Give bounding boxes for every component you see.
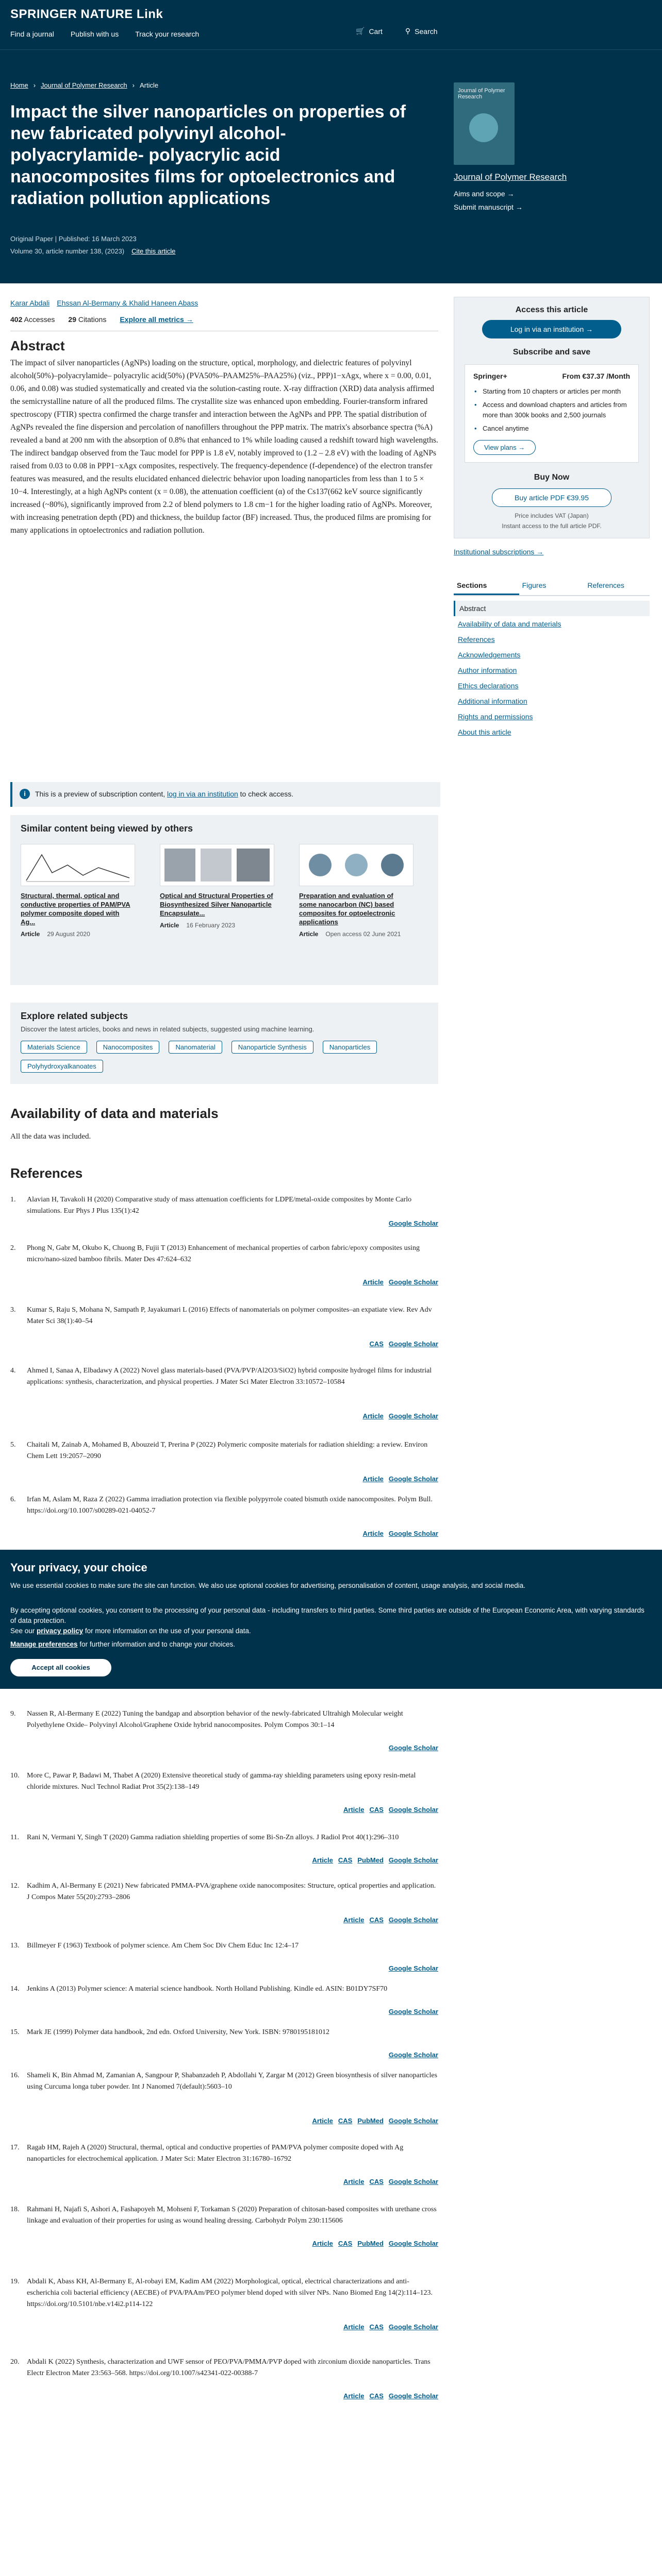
reference-text: Rani N, Vermani Y, Singh T (2020) Gamma radiation shielding properties of some Bi-Sn-Zn alloys. J Radiol Prot 40(1):296–310 (27, 1834, 399, 1841)
similar-card-title[interactable]: Optical and Structural Properties of Biosynthesized Silver Nanoparticle Encapsulate... (160, 892, 273, 917)
author-list (10, 299, 198, 307)
tab-figures[interactable]: Figures (522, 581, 547, 589)
preview-text-main: This is a preview of subscription content, (35, 790, 168, 798)
reference-item (10, 1304, 438, 1348)
toc-item-acknowledgements[interactable]: Acknowledgements (458, 651, 521, 659)
article-volume (10, 247, 175, 255)
reference-item (10, 2204, 438, 2247)
similar-thumbnail (21, 844, 135, 886)
subscription-plan (465, 364, 639, 463)
tab-references[interactable]: References (587, 581, 624, 589)
reference-number: 11. (10, 1834, 19, 1841)
manage-preferences-link[interactable]: Manage preferences (10, 1640, 78, 1648)
reference-links (343, 1804, 438, 1816)
author-link[interactable]: Ehssan Al-Bermany & Khalid Haneen Abass (57, 299, 198, 307)
breadcrumb-home[interactable]: Home (10, 81, 28, 89)
reference-link[interactable]: Google Scholar (388, 1412, 438, 1420)
subject-chips (21, 1041, 428, 1073)
card-type: Article (160, 922, 179, 929)
access-sidebar (454, 297, 650, 556)
login-institution-button[interactable]: Log in via an institution → (482, 320, 621, 338)
reference-text: Mark JE (1999) Polymer data handbook, 2nd edn. Oxford University, New York. ISBN: 9780195181012 (27, 2028, 330, 2036)
toc-item-rights[interactable]: Rights and permissions (458, 713, 533, 721)
article-hero (0, 67, 662, 283)
reference-links (343, 2391, 438, 2402)
reference-item (10, 2276, 438, 2331)
reference-links (389, 1218, 438, 1229)
reference-link[interactable]: Article (362, 1412, 384, 1420)
reference-text: More C, Pawar P, Badawi M, Thabet A (2020) Extensive theoretical study of gamma-ray shielding parameters using epoxy resin-metal chloride mixtures. Nucl Technol Radiat Prot 35(2):138–149 (27, 1772, 416, 1791)
reference-text: Kumar S, Raju S, Mohana N, Sampath P, Jayakumari L (2016) Effects of nanomaterials on polymer composites–an expatiate view. Rev Adv Mater Sci 38(1):40–54 (27, 1306, 432, 1325)
primary-nav (10, 30, 199, 38)
related-subjects-heading: Explore related subjects (21, 1011, 128, 1021)
plan-name: Springer+ (473, 372, 507, 380)
reference-link[interactable]: PubMed (357, 2117, 384, 2125)
volume-text: Volume 30, article number 138, (2023) (10, 247, 125, 255)
reference-links (389, 2006, 438, 2018)
similar-card[interactable] (299, 844, 412, 938)
cover-title: Journal of Polymer Research (458, 88, 505, 100)
preferences-post: for further information and to change your choices. (77, 1640, 235, 1648)
reference-item (10, 2070, 438, 2125)
privacy-policy-link[interactable]: privacy policy (37, 1627, 84, 1635)
reference-link[interactable]: PubMed (357, 1856, 384, 1864)
reference-link[interactable]: Article (343, 2392, 365, 2400)
reference-link[interactable]: Google Scholar (388, 1219, 438, 1227)
reference-link[interactable]: Article (312, 2117, 333, 2125)
reference-links (343, 1914, 438, 1926)
availability-heading: Availability of data and materials (10, 1106, 219, 1121)
preview-text-tail: to check access. (238, 790, 294, 798)
search-icon: ⚲ (405, 27, 411, 35)
toc-item-references[interactable]: References (458, 635, 495, 643)
reference-link[interactable]: Article (362, 1475, 384, 1483)
card-date: 16 February 2023 (186, 922, 236, 929)
reference-number: 10. (10, 1772, 20, 1780)
accept-cookies-button[interactable]: Accept all cookies (10, 1659, 111, 1676)
author-link[interactable]: Karar Abdali (10, 299, 50, 307)
similar-card[interactable] (160, 844, 273, 929)
citations-label: Citations (78, 315, 107, 324)
article-type-date: Original Paper | Published: 16 March 2023 (10, 235, 137, 243)
reference-number: 13. (10, 1942, 20, 1950)
reference-links (362, 1528, 438, 1539)
reference-link[interactable]: Article (362, 1278, 384, 1286)
nav-publish[interactable]: Publish with us (70, 30, 119, 38)
cookie-banner (0, 1550, 662, 1689)
similar-card-title[interactable]: Preparation and evaluation of some nanocarbon (NC) based composites for optoelectronic applications (299, 892, 395, 926)
reference-number: 16. (10, 2072, 20, 2079)
reference-link[interactable]: Google Scholar (388, 1806, 438, 1814)
chart-thumbnail-image (21, 844, 135, 886)
reference-link[interactable]: CAS (369, 2178, 384, 2185)
subject-chip[interactable]: Nanomaterial (169, 1041, 222, 1054)
article-title: Impact the silver nanoparticles on properties of new fabricated polyvinyl alcohol- polyacrylamide- polyacrylic acid nanocomposites films for optoelectronics and radiation pollution applications (10, 102, 406, 208)
reference-number: 15. (10, 2028, 20, 2036)
buy-pdf-button[interactable]: Buy article PDF €39.95 (492, 488, 611, 507)
reference-text: Ragab HM, Rajeh A (2020) Structural, thermal, optical and conductive properties of PAM/PVA polymer composite doped with Ag nanoparticles for electrochemical application. J Mater Sci: Mater Electron 31:16780–16792 (27, 2144, 404, 2163)
reference-text: Abdali K (2022) Synthesis, characterization and UWF sensor of PEO/PVA/PMMA/PVP doped with zirconium dioxide nanoparticles. Trans Electr Electron Mater 23:563–568. https://doi.org/10.1007/s42341-022-00388-7 (27, 2358, 431, 2377)
reference-text: Shameli K, Bin Ahmad M, Zamanian A, Sangpour P, Shabanzadeh P, Abdollahi Y, Zargar M (2012) Green biosynthesis of silver nanoparticles using Curcuma longa tuber powder. Int J Nanomed 7(default):5603–10 (27, 2072, 438, 2091)
card-type: Article (21, 930, 40, 938)
reference-link[interactable]: Article (343, 1916, 365, 1924)
reference-links (343, 2176, 438, 2188)
submit-manuscript-link[interactable]: Submit manuscript → (454, 203, 523, 211)
reference-links (369, 1338, 438, 1350)
reference-item (10, 1494, 438, 1537)
reference-item (10, 1770, 438, 1814)
reference-item (10, 1439, 438, 1483)
accesses-label: Accesses (24, 315, 55, 324)
privacy-post: for more information on the use of your personal data. (83, 1627, 251, 1635)
subject-chip[interactable]: Materials Science (21, 1041, 87, 1054)
reference-item (10, 1708, 438, 1752)
reference-item (10, 2027, 438, 2059)
citations-count: 29 (68, 315, 76, 324)
reference-number: 9. (10, 1710, 16, 1718)
reference-link[interactable]: Google Scholar (388, 2240, 438, 2247)
reference-link[interactable]: Google Scholar (388, 1856, 438, 1864)
explore-metrics-link[interactable]: Explore all metrics → (120, 315, 193, 324)
reference-link[interactable]: Article (343, 1806, 365, 1814)
reference-links (312, 2115, 438, 2127)
reference-text: Billmeyer F (1963) Textbook of polymer science. Am Chem Soc Div Chem Educ Inc 12:4–17 (27, 1942, 299, 1950)
reference-link[interactable]: CAS (369, 1806, 384, 1814)
reference-text: Phong N, Gabr M, Okubo K, Chuong B, Fujii T (2013) Enhancement of mechanical properties of carbon fabric/epoxy composites using micro/nano-sized bamboo fibrils. Mater Des 47:624–632 (27, 1244, 420, 1263)
cookie-text: We use essential cookies to make sure the site can function. We also use optional cookies for advertising, personalisation of content, usage analysis, and social media. (10, 1582, 526, 1589)
reference-text: Ahmed I, Sanaa A, Elbadawy A (2022) Novel glass materials-based (PVA/PVP/Al2O3/SiO2) hybrid composite hydrogel films for industrial applications: synthesis, characterization, and physical properties. J Mater Sci Mater Electron 33:10572–10584 (27, 1367, 432, 1386)
buy-heading: Buy Now (534, 473, 570, 482)
plan-feature: • Starting from 10 chapters or articles per month (473, 386, 630, 397)
reference-link[interactable]: Article (362, 1530, 384, 1537)
reference-text: Chaitali M, Zainab A, Mohamed B, Abouzeid T, Prerina P (2022) Polymeric composite materials for radiation shielding: a review. Environ Chem Lett 19:2057–2090 (27, 1441, 428, 1460)
citations-metric (68, 315, 106, 324)
reference-link[interactable]: CAS (369, 2392, 384, 2400)
availability-text: All the data was included. (10, 1132, 91, 1141)
search-button[interactable] (405, 27, 438, 36)
breadcrumb-journal[interactable]: Journal of Polymer Research (41, 81, 127, 89)
subject-chip[interactable]: Polyhydroxyalkanoates (21, 1060, 103, 1073)
similar-thumbnail (299, 844, 413, 886)
plan-price: From €37.37 /Month (562, 372, 630, 380)
table-of-contents (454, 601, 650, 740)
card-type: Article (299, 930, 319, 938)
journal-name-link[interactable]: Journal of Polymer Research (454, 172, 567, 182)
nav-find-journal[interactable]: Find a journal (10, 30, 54, 38)
reference-links (362, 1473, 438, 1485)
reference-link[interactable]: Google Scholar (388, 2323, 438, 2331)
reference-link[interactable]: Google Scholar (388, 1530, 438, 1537)
reference-link[interactable]: Google Scholar (388, 1475, 438, 1483)
tab-sections[interactable]: Sections (454, 577, 519, 595)
reference-number: 12. (10, 1882, 20, 1890)
reference-link[interactable]: Article (312, 1856, 333, 1864)
reference-link[interactable]: CAS (338, 1856, 353, 1864)
sample-photo-thumbnail-image (300, 844, 413, 886)
privacy-pre: See our (10, 1627, 37, 1635)
similar-card-meta (160, 922, 273, 929)
toc-item-abstract[interactable]: Abstract (454, 601, 650, 616)
reference-item (10, 1194, 438, 1227)
reference-item (10, 1880, 438, 1924)
preview-text (35, 790, 293, 798)
reference-links (312, 2238, 438, 2249)
reference-link[interactable]: Google Scholar (388, 2008, 438, 2015)
reference-link[interactable]: CAS (369, 2323, 384, 2331)
reference-item (10, 1243, 438, 1286)
aims-scope-link[interactable]: Aims and scope → (454, 190, 515, 198)
similar-card[interactable] (21, 844, 134, 938)
cookie-consent-text: By accepting optional cookies, you consent to the processing of your personal data - including transfers to third parties. Some third parties are outside of the European Economic Area, with varying standards of data protection. (10, 1606, 644, 1624)
brand-logo[interactable]: SPRINGER NATURE Link (10, 7, 163, 21)
cover-graphic (469, 113, 498, 142)
site-header (0, 0, 662, 67)
breadcrumb-separator: › (132, 81, 135, 89)
reference-text: Alavian H, Tavakoli H (2020) Comparative study of mass attenuation coefficients for LDPE/metal-oxide composites by Monte Carlo simulations. Eur Phys J Plus 135(1):42 (27, 1196, 412, 1215)
reference-number: 20. (10, 2358, 20, 2366)
reference-item (10, 1940, 438, 1972)
reference-link[interactable]: PubMed (357, 2240, 384, 2247)
institutional-subscriptions-link[interactable]: Institutional subscriptions → (454, 548, 544, 556)
cart-button[interactable] (356, 27, 383, 36)
plan-feature: • Cancel anytime (473, 423, 630, 434)
reference-number: 5. (10, 1441, 16, 1449)
breadcrumb (10, 81, 158, 89)
reference-text: Jenkins A (2013) Polymer science: A material science handbook. North Holland Publishing. Kindle ed. ASIN: B01DY7SF70 (27, 1985, 388, 1993)
reference-number: 6. (10, 1496, 16, 1503)
abstract-text: The impact of silver nanoparticles (AgNPs) loading on the structure, optical, morphology, and dielectric features of polyvinyl alcohol(50%)–polyacrylamide– polyacrylic acid(50%) (PVA50%–PAAM25%–PAA25%) (viz., PPP)1−xAgx, where x = 0.00, 0.01, 0.06, and 0.08) was studied systematically and created via the solution-casting route. X-ray diffraction (XRD) data analysis affirmed the semicrystalline nature of all the produced films. The crystallite size was enhanced upon embedding. Fourier-transform infrared spectroscopy (FTIR) spectra confirmed the charge transfer and interaction between the AgNPs and PPP. The spatial distribution of AgNPs revealed the fine dispersion and percolation of nanofillers throughout the PPP matrix. The matrix's absorbance spectra (%A) revealed a band at 200 nm with the absorption of 0.8% that enhanced to 1% while loading caused a redshift toward high wavelengths. The indirect bandgap observed from the Tauc model for PPP is 1.8 eV, notably improved to (1.2 – 2.8 eV) with the loading of AgNPs raised from 0.03 to 0.08 in PPP1−xAgx composites, respectively. The frequency-dependence (f-dependence) of the electron transfer features was measured, and the results elucidated enhanced dielectric behavior upon loading nanoparticles from less than 1 to 5 × 10−4. Interestingly, at a high AgNPs content (x = 0.08), the attenuation coefficient (α) of the Cs137(662 keV source significantly increased (~80%), significantly improved from 2.2 of blend polymers to 1.8 cm−1 for the higher loading ratio of AgNPs. Moreover, with increasing penetration depth (PD) and thickness, the buildup factor (BF) increased. Thus, the produced films are promising for many applications in optoelectronics and radiation pollution. (10, 359, 438, 535)
access-box (454, 297, 650, 538)
access-heading: Access this article (515, 306, 588, 314)
journal-card (454, 82, 639, 216)
reference-link[interactable]: CAS (369, 1916, 384, 1924)
similar-heading: Similar content being viewed by others (21, 823, 193, 834)
reference-number: 4. (10, 1367, 16, 1375)
accesses-count: 402 (10, 315, 23, 324)
header-actions (356, 27, 438, 36)
related-subjects (10, 1003, 438, 1084)
preview-login-link[interactable]: log in via an institution (167, 790, 238, 798)
cookie-preferences-line (10, 1640, 235, 1648)
reference-item (10, 2142, 438, 2185)
reference-number: 2. (10, 1244, 16, 1252)
related-subjects-desc: Discover the latest articles, books and news in related subjects, suggested using machine learning. (21, 1025, 315, 1033)
reference-link[interactable]: Google Scholar (388, 1916, 438, 1924)
reference-text: Irfan M, Aslam M, Raza Z (2022) Gamma irradiation protection via flexible polypyrrole coated bismuth oxide nanocomposites. Polym Bull. https://doi.org/10.1007/s00289-021-04052-7 (27, 1496, 433, 1515)
reference-item (10, 1832, 438, 1864)
plan-feature: • Access and download chapters and articles from more than 300k books and 2,500 journals (473, 400, 630, 420)
reference-links (343, 2321, 438, 2333)
similar-card-meta (21, 930, 134, 938)
reference-link[interactable]: Google Scholar (388, 2392, 438, 2400)
info-icon: i (20, 789, 30, 799)
subscription-preview-notice (10, 782, 440, 807)
similar-card-title[interactable]: Structural, thermal, optical and conductive properties of PAM/PVA polymer composite doped with Ag... (21, 892, 130, 926)
reference-item (10, 1365, 438, 1420)
search-label: Search (415, 27, 438, 36)
reference-item (10, 2357, 438, 2400)
reference-link[interactable]: Google Scholar (388, 1340, 438, 1348)
reference-link[interactable]: Google Scholar (388, 1744, 438, 1752)
reference-link[interactable]: Google Scholar (388, 2051, 438, 2059)
similar-card-meta (299, 930, 412, 938)
cart-icon: 🛒 (356, 27, 365, 35)
reference-link[interactable]: Google Scholar (388, 2117, 438, 2125)
card-date: Open access 02 June 2021 (325, 930, 401, 938)
plan-features (473, 386, 630, 434)
reference-number: 18. (10, 2206, 20, 2213)
toc-item-availability[interactable]: Availability of data and materials (458, 620, 561, 628)
reference-links (389, 1742, 438, 1754)
reference-number: 14. (10, 1985, 20, 1993)
reference-links (389, 1963, 438, 1974)
nav-track-research[interactable]: Track your research (135, 30, 200, 38)
reference-number: 3. (10, 1306, 16, 1314)
subject-chip[interactable]: Nanoparticles (323, 1041, 377, 1054)
similar-content (10, 815, 438, 985)
reference-links (362, 1277, 438, 1288)
reference-link[interactable]: CAS (369, 1340, 384, 1348)
reference-links (389, 2049, 438, 2061)
accesses-metric (10, 315, 55, 324)
reference-link[interactable]: Article (343, 2323, 365, 2331)
subscribe-heading: Subscribe and save (512, 348, 591, 357)
toc-item-author-information[interactable]: Author information (458, 666, 517, 674)
header-divider (0, 49, 662, 50)
reference-link[interactable]: Article (343, 2178, 365, 2185)
cite-link[interactable]: Cite this article (131, 247, 176, 255)
reference-text: Rahmani H, Najafi S, Ashori A, Fashapoyeh M, Mohseni F, Torkaman S (2020) Preparation of chitosan-based composites with urethane cross linkage and evaluation of their properties for using as wound healing dressing. Carbohydr Polym 230:115606 (27, 2206, 437, 2225)
journal-cover[interactable] (454, 82, 515, 165)
reference-number: 17. (10, 2144, 20, 2151)
reference-item (10, 1984, 438, 2015)
instant-access-note: Instant access to the full article PDF. (502, 522, 602, 530)
sidebar-tabs (454, 577, 650, 596)
reference-text: Kadhim A, Al-Bermany E (2021) New fabricated PMMA-PVA/graphene oxide nanocomposites: Structure, optical properties and application. J Compos Mater 55(20):2793–2806 (27, 1882, 436, 1901)
reference-text: Abdali K, Abass KH, Al-Bermany E, Al-robayi EM, Kadim AM (2022) Morphological, optical, electrical characterizations and anti-escherichia coli bacterial efficiency (AECBE) of PVA/PAAm/PEO polymer blend doped with silver NPs. Nano Biomed Eng 14(2):114–123. https://doi.org/10.5101/nbe.v14i2.p114-122 (27, 2278, 433, 2308)
reference-link[interactable]: Google Scholar (388, 1278, 438, 1286)
reference-link[interactable]: Google Scholar (388, 2178, 438, 2185)
view-plans-button[interactable]: View plans → (473, 440, 536, 455)
reference-link[interactable]: Article (312, 2240, 333, 2247)
similar-thumbnail (160, 844, 274, 886)
card-date: 29 August 2020 (47, 930, 90, 938)
cart-label: Cart (369, 27, 383, 36)
journal-links (454, 190, 639, 211)
abstract-heading: Abstract (10, 338, 65, 353)
micrograph-thumbnail-image (160, 844, 274, 886)
article-metrics (10, 315, 193, 324)
toc-item-ethics[interactable]: Ethics declarations (458, 682, 519, 690)
breadcrumb-separator: › (33, 81, 36, 89)
reference-link[interactable]: Google Scholar (388, 1964, 438, 1972)
breadcrumb-article: Article (140, 81, 159, 89)
reference-number: 19. (10, 2278, 20, 2285)
references-heading: References (10, 1165, 83, 1181)
reference-number: 1. (10, 1196, 16, 1204)
reference-links (362, 1411, 438, 1422)
cookie-privacy-line (10, 1627, 251, 1635)
reference-link[interactable]: CAS (338, 2240, 353, 2247)
reference-links (312, 1855, 438, 1866)
subject-chip[interactable]: Nanoparticle Synthesis (231, 1041, 313, 1054)
subject-chip[interactable]: Nanocomposites (96, 1041, 160, 1054)
reference-link[interactable]: CAS (338, 2117, 353, 2125)
toc-item-additional-info[interactable]: Additional information (458, 697, 527, 705)
cookie-heading: Your privacy, your choice (10, 1561, 147, 1574)
toc-item-about[interactable]: About this article (458, 728, 511, 736)
reference-text: Nassen R, Al-Bermany E (2022) Tuning the bandgap and absorption behavior of the newly-fabricated Ultrahigh Molecular weight Polyethylene Oxide– Polyvinyl Alcohol/Graphene Oxide hybrid nanocomposites. Polym Compos 30:1–14 (27, 1710, 403, 1729)
vat-note: Price includes VAT (Japan) (515, 512, 589, 519)
